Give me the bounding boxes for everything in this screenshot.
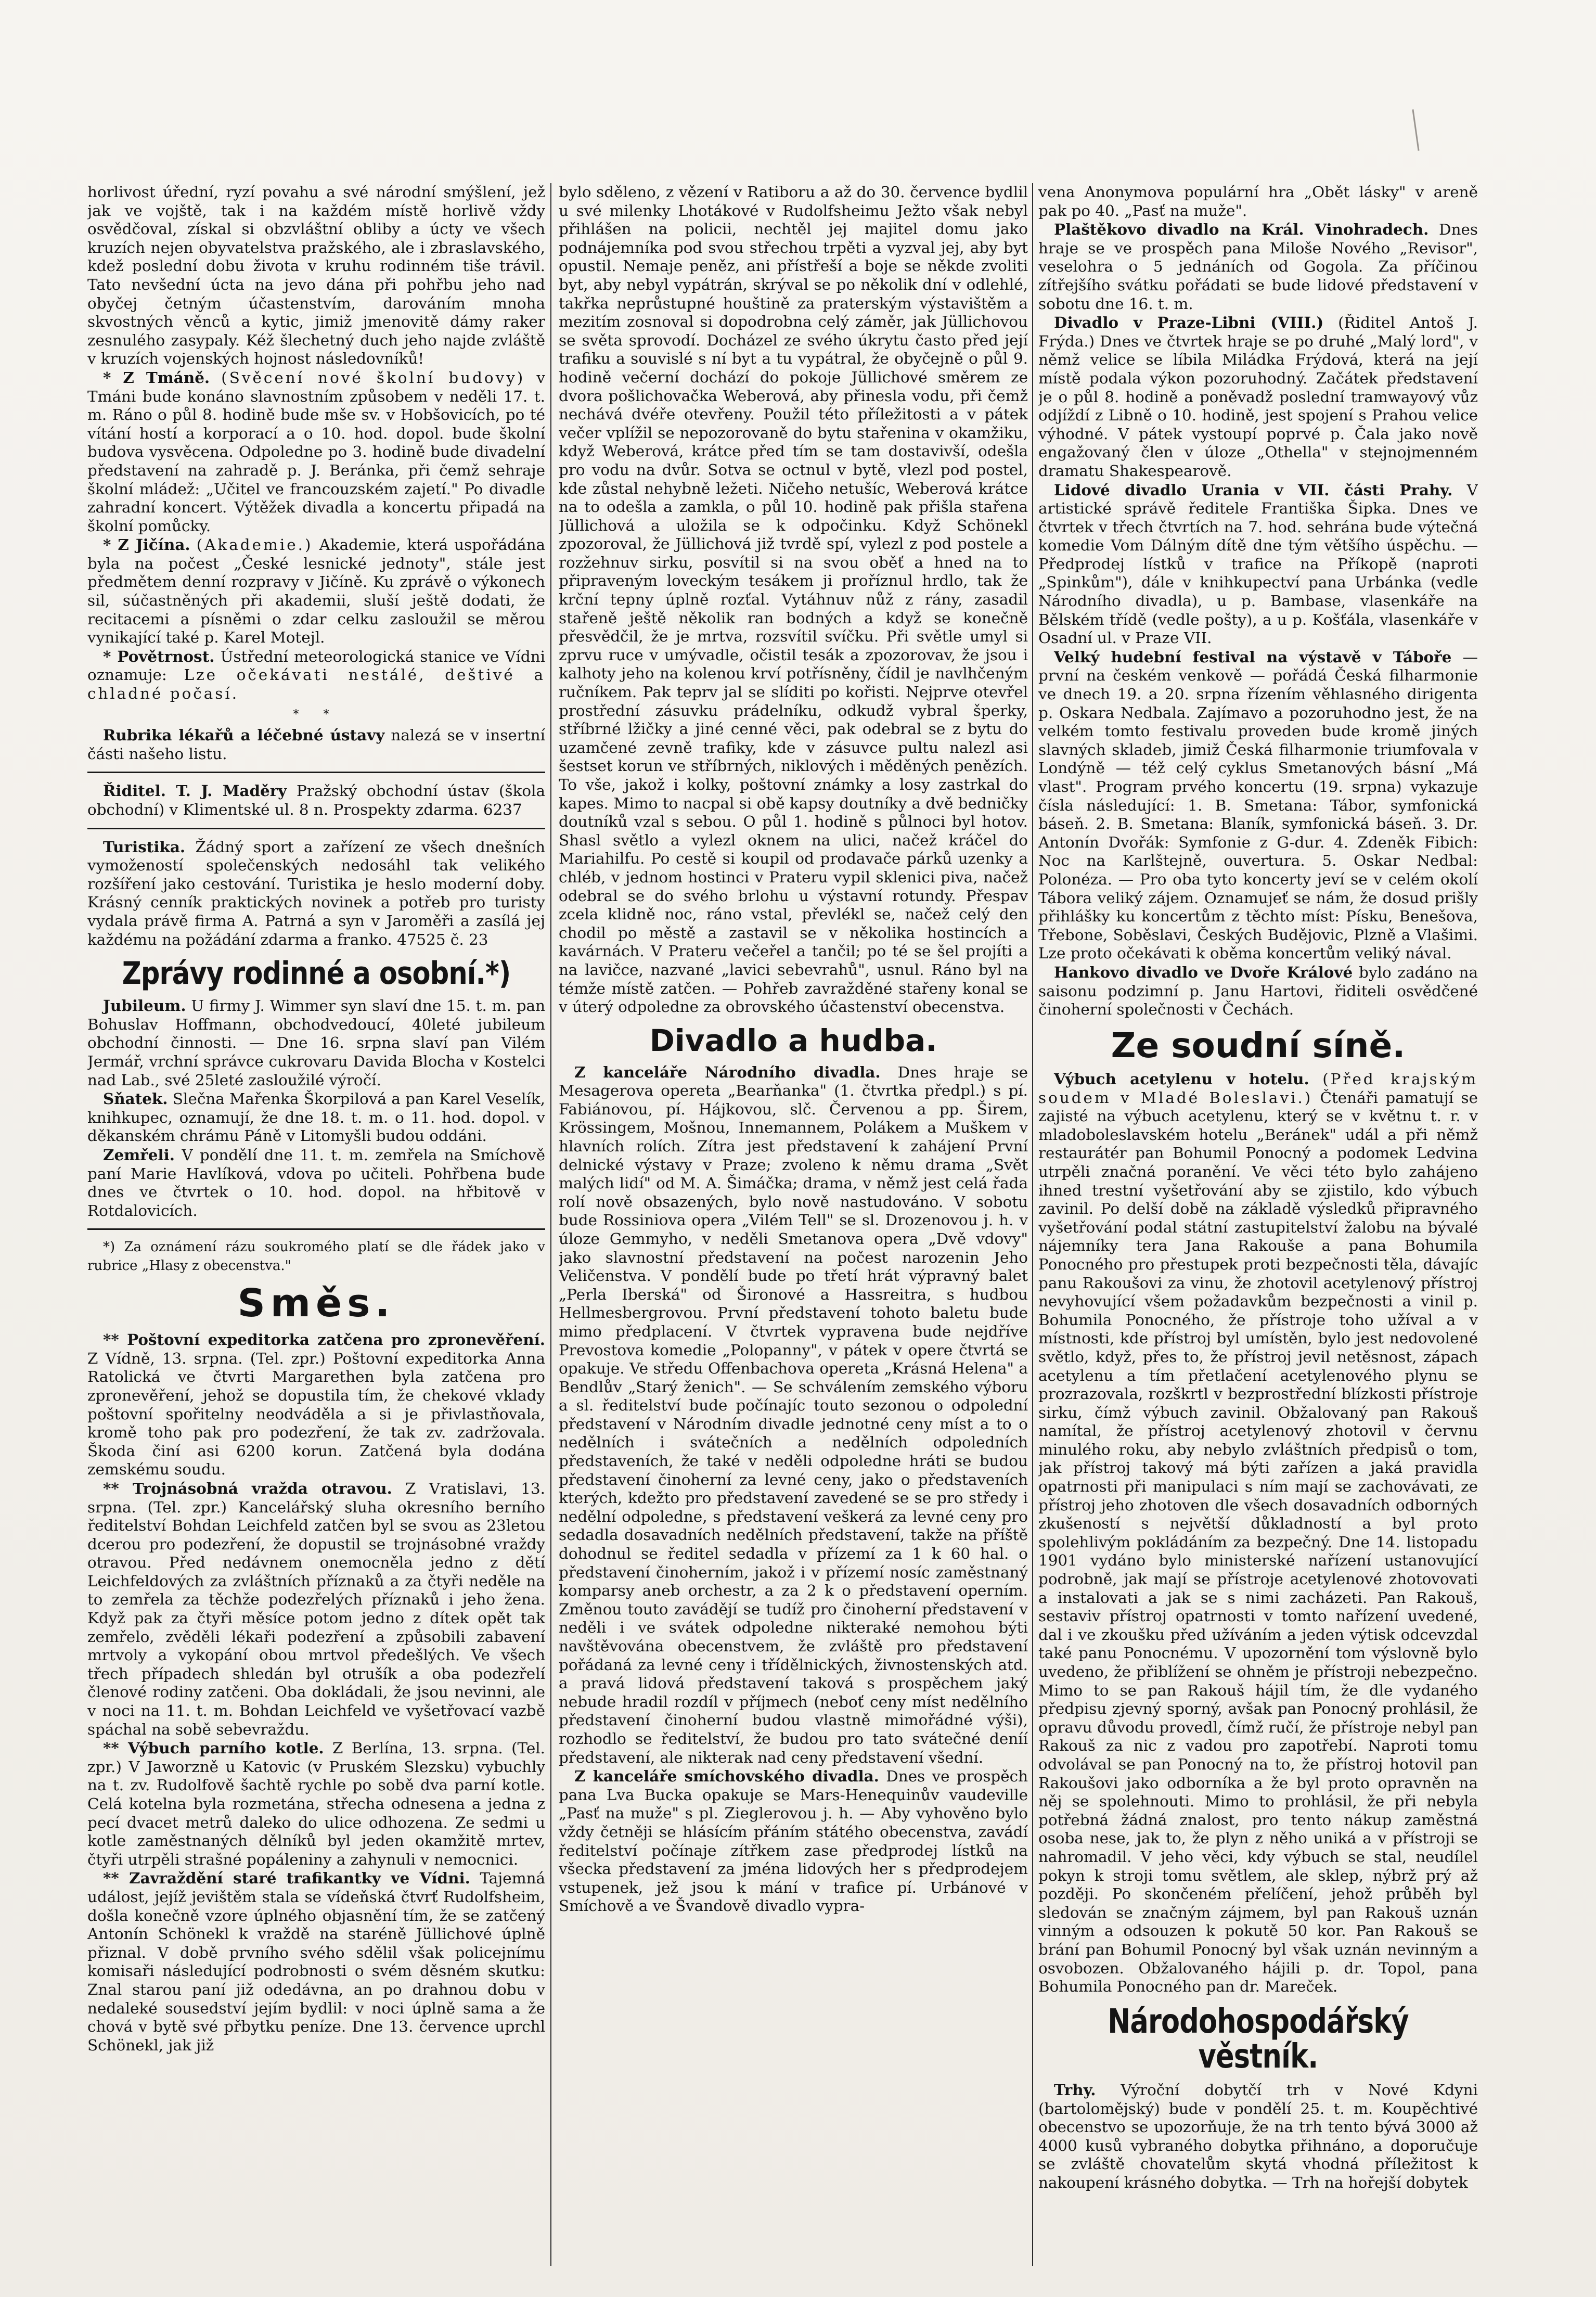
news-item: * Z Jičína. (Akademie.) Akademie, která uspořádána byla na počest „České lesnické jednoty", stále jest předmětem denní rozpravy v Jičíně. Ku zprávě o výkonech sil, súčastněných při akademii, sluší ještě dodati, že recitacemi a písněmi o zdar celku zasloužil se měrou vynikající také p. Karel Motejl.	[87, 535, 545, 647]
theatre-item: Velký hudební festival na výstavě v Táboře — první na českém venkově — pořádá Česká filharmonie ve dnech 19. a 20. srpna řízením věhlasného dirigenta p. Oskara Nedbala. Zajímavo a pozoruhodno jest, že na velkém tomto festivalu proveden bude kromě jiných slavných skladeb, jimiž Česká filharmonie triumfovala v Londýně — též celý cyklus Smetanových básní „Má vlast". Program prvého koncertu (19. srpna) vykazuje čísla následující: 1. B. Smetana: Tábor, symfonická báseň. 2. B. Smetana: Blaník, symfonická báseň. 3. Dr. Antonín Dvořák: Symfonie z G-dur. 4. Zdeněk Fibich: Noc na Karlštejně, ouvertura. 5. Oskar Nedbal: Polonéza. — Pro oba tyto koncerty jeví se v celém okolí Tábora veliký zájem. Oznamujeť se nám, že dosud prišly přihlášky ku koncertům z těchto míst: Písku, Benešova, Třebone, Soběslavi, Českých Budějovic, Plzně a Vlašimi. Lze proto očekávati k oběma koncertům veliký nával.	[1038, 647, 1478, 963]
column-divider	[1032, 183, 1033, 2266]
scan-mark	[1412, 109, 1419, 151]
section-title-smes: Směs.	[237, 1281, 395, 1326]
news-item: * Povětrnost. Ústřední meteorologická stanice ve Vídni oznamuje: Lze očekávati nestálé, deštivé a chladné počasí.	[87, 647, 545, 703]
section-title-soudni: Ze soudní síně.	[1111, 1025, 1406, 1066]
theatre-item: Divadlo v Praze-Libni (VIII.) (Řiditel Antoš J. Frýda.) Dnes ve čtvrtek hraje se po druhé „Malý lord", v němž velice se líbila Miládka Frýdová, která na její místě podala výkon pozoruhodný. Začátek představení je o půl 8. hodině a poněvadž poslední tramwayový vůz odjíždí z Libně o 10. hodině, jest spojení s Prahou velice výhodné. V pátek vystoupí poprvé p. Čala jako nově engažovaný člen v úloze „Othella" v stejnojmenném dramatu Shakespearově.	[1038, 313, 1478, 480]
misc-item: ** Trojnásobná vražda otravou. Z Vratislavi, 13. srpna. (Tel. zpr.) Kancelářský sluha okresního berního ředitelství Bohdan Leichfeld zatčen byl se svou as 23letou dcerou pro podezření, že dopustil se trojnásobné vraždy otravou. Před nedávnem onemocněla jedno z dětí Leichfeldových za zvláštních příznaků a za čtyři neděle na to zemřela za těchže podezřelých příznaků i jeho žena. Když pak za čtyři měsíce potom jedno z dítek opět tak zemřelo, zvěděli lékaři podezření a způsobili zabavení mrtvoly a vykopání obou mrtvol předešlých. Ve všech třech případech shledán byl otrušík a oba podezřelí členové rodiny zatčeni. Oba dokládali, že jsou nevinni, ale v noci na 11. t. m. Bohdan Leichfeld ve vyšetřovací vazbě spáchal na sobě sebevraždu.	[87, 1479, 545, 1738]
section-title-narodohospodarsky: Národohospodářský věstník.	[1108, 2002, 1409, 2076]
personal-item: Zemřeli. V pondělí dne 11. t. m. zemřela na Smíchově paní Marie Havlíková, vdova po učiteli. Pohřbena bude dnes ve čtvrtek o 10. hod. dopol. na hřbitově v Rotdalovicích.	[87, 1145, 545, 1220]
separator-stars: * *	[293, 708, 340, 721]
theatre-item: Lidové divadlo Urania v VII. části Prahy. V artistické správě ředitele Františka Šipka. Dnes ve čtvrtek v třech čtvrtích na 7. hod. sehrána bude výtečná komedie Vom Dálným dítě dne tým většího úspěchu. — Předprodej lístků v trafice na Příkopě (naproti „Spinkům"), dále v knihkupectví pana Urbánka (vedle Národního divadla), u p. Bambase, vlasenkáře na Bělském třídě (vedle pošty), a u p. Košťála, vlasenkáře v Osadní ul. v Praze VII.	[1038, 480, 1478, 647]
misc-item: ** Zavraždění staré trafikantky ve Vídni. Tajemná událost, jejíž jevištěm stala se vídeňská čtvrť Rudolfsheim, došla konečně vzore úplného objasnění tím, že se zatčený Antonín Schönekl k vraždě na staréně Jüllichové úplně přiznal. V době prvního svého sdělil však policejnímu komisaři následující podrobnosti o svém děsném skutku: Znal starou paní již odedávna, an po drahnou dobu v nedaleké sousedství jejím bydlil: v noci úplně sama a že chová v bytě své přbytku peníze. Dne 13. července uprchl Schönekl, jak již	[87, 1869, 545, 2054]
news-item: * Z Tmáně. (Svěcení nové školní budovy) v Tmáni bude konáno slavnostním způsobem v neděli 17. t. m. Ráno o půl 8. hodině bude mše sv. v Hobšovicích, po té vítání hostí a korporací a o 10. hod. dopol. bude školní budova vysvěcena. Odpoledne po 3. hodině bude divadelní představení na zahradě p. J. Beránka, při čemž sehraje školní mládež: „Učitel ve francouzském zajetí." Po divadle zahradní koncert. Výtěžek divadla a koncertu připadá na školní pomůcky.	[87, 368, 545, 535]
personal-item: Sňatek. Slečna Mařenka Škorpilová a pan Karel Veselík, knihkupec, oznamují, že dne 18. t. m. o 11. hod. dopol. v děkanském chrámu Páně v Litomyšli budou oddáni.	[87, 1089, 545, 1145]
court-item: Výbuch acetylenu v hotelu. (Před krajským soudem v Mladé Boleslavi.) Čtenáři pamatují se zajisté na výbuch acetylenu, který se v květnu t. r. v mladoboleslavském hotelu „Beránek" udál a při němž restaurátér pan Bohumil Ponocný a podomek Ledvina utrpěli značná poranění. Ve věci této bylo zahájeno ihned trestní vyšetřování aby se zjistilo, kdo výbuch zavinil. Po delší době na základě výsledků připravného vyšetřování podal státní zastupitelství žalobu na bývalé nájemníky tera Jana Rakouše a pana Bohumila Ponocného pro přestupek proti bezpečnosti těla, dávajíc panu Rakoušovi za vinu, že zhotovil acetylenový přístroj nevyhovující všem požadavkům bezpečnosti a vinil p. Bohumila Ponocného, že přístroje toho užíval a v místnosti, kde přístroj byl umístěn, bylo jest nedovolené světlo, když, přes to, že přístroj jevil netěsnost, zápach acetylenu a tím přetlačení acetylenového plynu se prozrazovala, rozškrtl v bezprostřední blízkosti přístroje sirku, čímž výbuch zavinil. Obžalovaný pan Rakouš namítal, že přístroj acetylenový zhotovil v červnu minulého roku, aby nebylo zvláštních předpisů o tom, jak přístroj takový má býti zařízen a jaká pravidla opatrnosti při manipulaci s ním mají se zachovávati, ze přístroj jeho zhotoven dle všech dosavadních odborných zkušeností s největší důkladností a byl proto spolehlivým pokládáním za bezpečný. Dne 14. listopadu 1901 vydáno bylo ministerské nařízení ustanovující podrobně, jak mají se přístroje acetylenové zhotovovati a instalovati a jak se s nimi zacházeti. Pan Rakouš, sestaviv přístroj opatrnosti v tomto nařízení uvedené, dal i ve zkoušku před užíváním a jeden výtisk odcevzdal také panu Ponocnému. V upozornění tom výslovně bylo uvedeno, že přiblížení se ohněm je přístroji nebezpečno. Mimo to se pan Rakouš hájil tím, že dle vydaného předpisu zjevný sporný, avšak pan Ponocný prohlásil, že opravu důvodu provedl, čímž ručí, že přístroje nebyl pan Rakouš za nic z vadou pro zapotřebí. Naproti tomu odvolával se pan Ponocný na to, že přístroj hotovil pan Rakoušovi jako odborníka a že byl proto opravněn na něj se spolehnouti. Mimo to prohlásil, že při nebyla potřebná žádná znalost, pro tento nákup zaměstná osoba nese, jak to, že plyn z něho uniká a v přístroji se nahromadil. V jeho věci, kdy výbuch se stal, neudílel pokyn k stroji tomu světlem, ale sklep, nýbrž prý až později. Po skončeném přelíčení, jehož průběh byl sledován se značným zájmem, byl pan Rakouš uznán vinným a odsouzen k pokutě 50 kor. Pan Rakouš se brání pan Bohumil Ponocný byl však uznán nevinným a osvobozen. Obžalovaného hájili p. dr. Topol, pana Bohumila Ponocného pan dr. Mareček.	[1038, 1070, 1478, 1996]
column-2	[559, 183, 1028, 2266]
article-continuation: vena Anonymova populární hra „Obět lásky" v areně pak po 40. „Pasť na muže".	[1038, 183, 1478, 220]
footnote: *) Za oznámení rázu soukromého platí se dle řádek jako v rubrice „Hlasy z obecenstva."	[87, 1239, 545, 1274]
advert: Řiditel. T. J. Maděry Pražský obchodní ústav (škola obchodní) v Klimentské ul. 8 n. Prospekty zdarma. 6237	[87, 781, 545, 818]
theatre-item: Z kanceláře smíchovského divadla. Dnes ve prospěch pana Lva Bucka opakuje se Mars-Henequinův vaudeville „Pasť na muže" s pl. Zieglerovou j. h. — Aby vyhověno bylo vždy četněji se hlásícím přáním státého obecenstva, zavádí ředitelství počínaje zítřkem zase předprodej lístků na všecka představení za jména lidových her s předprodejem vstupenek, jež jsou k mání v trafice pí. Urbánové v Smíchově a ve Švandově divadlo vypra-	[559, 1767, 1028, 1915]
misc-item: ** Poštovní expeditorka zatčena pro zpronevěření. Z Vídně, 13. srpna. (Tel. zpr.) Poštovní expeditorka Anna Ratolická ve čtvrti Margarethen byla zatčena pro zpronevěření, jehož se dopustila tím, že chekové vklady poštovní spořitelny neodváděla a si je přivlastňovala, kromě toho pak pro podezření, že tak zv. zadržovala. Škoda činí asi 6200 korun. Zatčená byla dodána zemskému soudu.	[87, 1330, 545, 1479]
personal-item: Jubileum. U firmy J. Wimmer syn slaví dne 15. t. m. pan Bohuslav Hoffmann, obchodvedoucí, 40leté jubileum obchodní činnosti. — Dne 16. srpna slaví pan Vilém Jermář, vrchní správce cukrovaru Davida Blocha v Kostelci nad Lab., své 25leté zasloužilé výročí.	[87, 996, 545, 1089]
misc-item: ** Výbuch parního kotle. Z Berlína, 13. srpna. (Tel. zpr.) V Jaworzně u Katovic (v Pruském Slezsku) vybuchly na t. zv. Rudolfově šachtě rychle po sobě dva parní kotle. Celá kotelna byla rozmetána, střecha odnesena a jedna z pecí dvacet metrů daleko do ulice odhozena. Ze sedmi u kotle zaměstnaných dělníků byl jeden okamžitě mrtev, čtyři utrpěli strašné popáleniny a zahynuli v nemocnici.	[87, 1739, 545, 1868]
section-divider	[87, 1228, 545, 1230]
item-lead: * Z Tmáně.	[103, 368, 210, 387]
article-continuation: bylo sděleno, z vězení v Ratiboru a až do 30. července bydlil u své milenky Lhotákové v Rudolfsheimu Ježto však nebyl přihlášen na policii, nechtěl jej majitel domu jako podnájemníka pod svou střechou trpěti a vyzval jej, aby byt opustil. Nemaje peněz, ani přístřeší a boje se někde zvoliti byt, aby nebyl vypátrán, skrýval se po několik dní v odlehlé, takřka neprůstupné houštině za praterským výstavištěm a mezitím zosnoval si dopodrobna celý záměr, jak Jüllichovou se světa sprovodí. Docházel ze svého úkrytu často před její trafiku a souvislé s ní byt a tu vypátral, že obyčejně o půl 9. hodině večerní dochází do pokoje Jüllichové směrem ze dvora pošlichovačka Weberová, aby přinesla vodu, při čemž nechává dvéře otevřeny. Použil této příležitosti a v pátek večer vplížil se nepozorovaně do bytu stařenina v okamžiku, když Weberová, krátce před tím se tam dostavivší, odešla pro vodu na dvůr. Sotva se octnul v bytě, vlezl pod postel, kde zůstal nehybně ležeti. Ničeho netušíc, Weberová krátce na to odešla a zamkla, o půl 10. hodině pak přišla stařena Jüllichová a uložila se k odpočinku. Když Schönekl zpozoroval, že Jüllichová již tvrdě spí, vylezl z pod postele a rozžehnuv sirku, posvítil si na svou oběť a hned na to připraveným loveckým tesákem ji proříznul hrdlo, tak že krční tepny úplně rozťal. Vytáhnuv nůž z rány, zasadil stařeně ještě několik ran bodných a když se konečně přesvědčil, že je mrtva, rozsvítil svíčku. Při světle umyl si zprvu ruce v umývadle, očistil tesák a zpozorovav, že jsou i kalhoty jeho na kolenou krví potřísněny, čídil je navlhčeným ručníkem. Pak teprv jal se slíditi po kořisti. Nejprve otevřel prostřední zásuvku prádelníku, odkudž vybral šperky, stříbrné lžičky a jiné cenné věci, pak odebral se z bytu do uzamčené zevně trafiky, kde v zásuvce pultu nalezl asi šestset korun ve stříbrných, niklových i měděných penězích. To vše, jakož i kolky, poštovní známky a losy zastrkal do kapes. Mimo to nacpal si obě kapsy doutníky a dvě bedničky doutníků vzal s sebou. O půl 1. hodině s půlnoci byl hotov. Shasl světlo a vylezl oknem na ulici, načež kráčel do Mariahilfu. Po cestě si koupil od prodavače párků uzenky a chléb, v jednom hostinci v Prateru vypil sklenici piva, načež odebral se do svého brlohu u výstavní rotundy. Přespav zcela klidně noc, ráno vstal, převlékl se, načež celý den chodil po městě a zastavil se v několika hostincích a kavárnách. V Prateru večeřel a tančil; po té se šel projíti a na lavičce, nazvané „lavici sebevrahů", usnul. Ráno byl na témže místě zatčen. — Pohřeb zavražděné stařeny konal se v úterý odpoledne za obrovského účastenství obecenstva.	[559, 183, 1028, 1016]
article-continuation: horlivost úřední, ryzí povahu a své národní smýšlení, jež jak ve vojště, tak i na každém místě horlivě vždy osvědčoval, získal si obzvláštní obliby a úcty ve všech kruzích nejen obyvatelstva pražského, ale i zbraslavského, kdež poslední dobu života v kruhu rodinném tiše trávil. Tato nevšední úcta na jevo dána při pohřbu jeho nad obyčej četným účastenstvím, darováním mnoha skvostných věnců a kytic, jimiž jmenovitě dámy raker zesnulého zasypaly. Kéž šlechetný duch jeho najde zvláště v kruzích vojenských hojnost následovníků!	[87, 183, 545, 368]
section-title-zpravy: Zprávy rodinné a osobní.*)	[122, 955, 511, 992]
economy-item: Trhy. Výroční dobytčí trh v Nové Kdyni (bartolomějský) bude v pondělí 25. t. m. Koupěchtivé obecenstvo se upozorňuje, že na trh tento bývá 3000 až 4000 kusů vybraného dobytka přihnáno, a doporučuje se zvláště chovatelům skytá vhodná příležitost k nakoupení krásného dobytka. — Trh na hořejší dobytek	[1038, 2081, 1478, 2192]
section-divider	[87, 772, 545, 773]
notice: Rubrika lékařů a léčebné ústavy nalezá se v insertní části našeho listu.	[87, 726, 545, 763]
theatre-item: Plaštěkovo divadlo na Král. Vinohradech. Dnes hraje se ve prospěch pana Miloše Nového „Revisor", veselohra o 5 jednáních od Gogola. Za příčinou zítřejšího svátku pořádati se bude lidové představení v sobotu dne 16. t. m.	[1038, 220, 1478, 313]
theatre-item: Hankovo divadlo ve Dvoře Králové bylo zadáno na saisonu podzimní p. Janu Hartovi, řiditeli osvědčené činoherní společnosti v Čechách.	[1038, 963, 1478, 1019]
column-3	[1038, 183, 1478, 2266]
column-divider	[550, 183, 551, 2266]
section-title-divadlo: Divadlo a hudba.	[649, 1022, 937, 1058]
column-1	[87, 183, 545, 2266]
section-divider	[87, 828, 545, 829]
theatre-item: Z kanceláře Národního divadla. Dnes hraje se Mesagerova opereta „Bearňanka" (1. čtvrtka předpl.) s pí. Fabiánovou, pí. Hájkovou, slč. Červenou a pp. Širem, Krössingem, Mošnou, Innemannem, Polákem a Muškem v hlavních rolích. Zítra jest představení k zahájení První delnické výstavy v Praze; zvoleno k němu drama „Svět malých lidí" od M. A. Šimáčka; drama, v němž jest celá řada rolí nově obsazených, bylo nově nastudováno. V sobotu bude Rossiniova opera „Vilém Tell" se sl. Drozenovou j. h. v úloze Gemmyho, v neděli Smetanova opera „Dvě vdovy" jako slavnostní představení na počest narozenin Jeho Veličenstva. V pondělí bude po třetí hrát výpravný balet „Perla Iberská" od Šironové a Hassreitra, s hudbou Hellmesbergrovou. První představení tohoto baletu bude mimo předplacení. V čtvrtek vypravena bude nejdříve Prevostova komedie „Polopanny", v pátek v opere čtvrtá se opakuje. Ve středu Offenbachova opereta „Krásná Helena" a Bendlův „Starý ženich". — Se schválením zemského výboru a sl. ředitelství bude počínajíc touto sezonou o odpolední představení v Národním divadle jednotné ceny míst a to o nedělních i svátečních a nedělních odpoledních představeních, že také v neděli odpoledne hráti se budou představení činoherní za levné ceny, jako o představeních kterých, kdežto pro představení zavedené se se pro středy i nedělní odpoledne, s představení veškerá za levné ceny pro sedadla dosavadních nedělních představení, takže na příště dohodnul se ředitel sedadla v přízemí za 1 k 60 hal. o představení činoherním, jakož i v přízemí nosíc zaměstnaný komparsy aneb orchestr, a za 2 k o představení operním. Změnou touto zavádějí se tudíž pro činoherní představení v neděli i ve svátek odpoledne nikteraké nemohou býti navštěvována obecenstvem, že zvláště pro představení pořádaná za levné ceny i třídělnických, živnostenských atd. a pravá lidová představení taková s prospěchem jaký nebude hradil rozdíl v příjmech (neboť ceny míst nedělního představení činoherní budou vlastně mimořádné výši), rozhodlo se ředitelství, že budou pro tato svátečné deníí představení, ale nikterak nad ceny představení všední.	[559, 1062, 1028, 1766]
advert: Turistika. Žádný sport a zařízení ze všech dnešních vymožeností společenských nedosáhl tak velikého rozšíření jako cestování. Turistika je heslo moderní doby. Krásný cenník praktických novinek a potřeb pro turisty vydala právě firma A. Patrná a syn v Jaroměři a zasílá jej každému na požádání zdarma a franko. 47525 č. 23	[87, 837, 545, 948]
